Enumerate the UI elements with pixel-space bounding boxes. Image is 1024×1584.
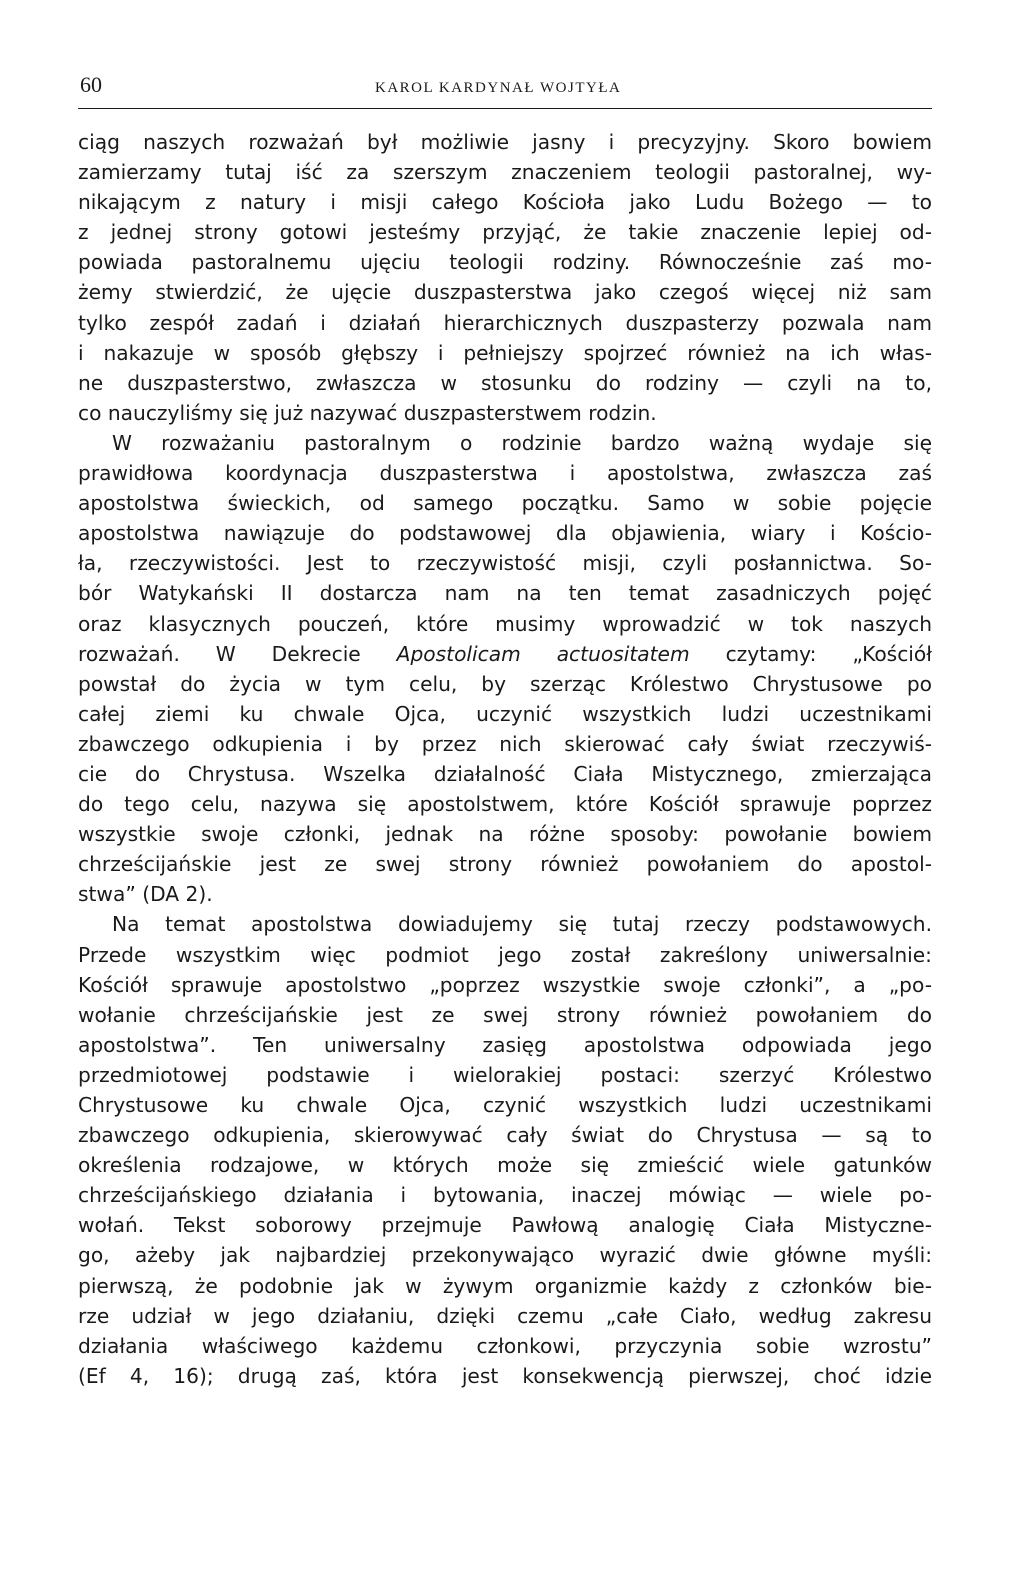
page-number: 60: [80, 72, 102, 97]
text-line: (Ef 4, 16); drugą zaś, która jest konsekwencją pierwszej, choć idzie: [78, 1363, 932, 1388]
text-fragment: rozważań. W Dekrecie: [78, 641, 397, 666]
text-line: Na temat apostolstwa dowiadujemy się tutaj rzeczy podstawowych.: [112, 912, 932, 937]
text-line: przedmiotowej podstawie i wielorakiej postaci: szerzyć Królestwo: [78, 1062, 932, 1087]
text-line: Kościół sprawuje apostolstwo „poprzez wszystkie swoje członki”, a „po-: [78, 972, 932, 997]
text-line: zbawczego odkupienia i by przez nich skierować cały świat rzeczywiś-: [78, 731, 932, 756]
text-line: prawidłowa koordynacja duszpasterstwa i apostolstwa, zwłaszcza zaś: [78, 461, 932, 486]
text-line: oraz klasycznych pouczeń, które musimy wprowadzić w tok naszych: [78, 611, 932, 636]
text-line: go, ażeby jak najbardziej przekonywająco wyrazić dwie główne myśli:: [78, 1243, 932, 1268]
text-line: apostolstwa”. Ten uniwersalny zasięg apostolstwa odpowiada jego: [78, 1032, 932, 1057]
text-line: apostolstwa nawiązuje do podstawowej dla objawienia, wiary i Kościo-: [78, 521, 932, 546]
decree-title: Apostolicam actuositatem: [396, 641, 690, 666]
text-line: działania właściwego każdemu członkowi, przyczynia sobie wzrostu”: [78, 1333, 932, 1358]
text-line: tylko zespół zadań i działań hierarchicznych duszpasterzy pozwala nam: [78, 310, 932, 335]
text-line: nikającym z natury i misji całego Kościoła jako Ludu Bożego — to: [78, 190, 932, 215]
text-line: określenia rodzajowe, w których może się zmieścić wiele gatunków: [78, 1153, 932, 1178]
text-line: chrześcijańskie jest ze swej strony również powołaniem do apostol-: [78, 852, 932, 877]
text-line: wołań. Tekst soborowy przejmuje Pawłową analogię Ciała Mistyczne-: [78, 1213, 932, 1238]
text-line: W rozważaniu pastoralnym o rodzinie bardzo ważną wydaje się: [112, 430, 932, 455]
text-line: z jednej strony gotowi jesteśmy przyjąć, że takie znaczenie lepiej od-: [78, 220, 932, 245]
paragraph-2: [78, 428, 932, 910]
text-line: zamierzamy tutaj iść za szerszym znaczeniem teologii pastoralnej, wy-: [78, 160, 932, 185]
text-fragment: czytamy: „Kościół: [689, 641, 932, 666]
running-title: KAROL KARDYNAŁ WOJTYŁA: [375, 80, 622, 96]
text-line: powiada pastoralnemu ujęciu teologii rodziny. Równocześnie zaś mo-: [78, 250, 932, 275]
text-line: ne duszpasterstwo, zwłaszcza w stosunku do rodziny — czyli na to,: [78, 370, 932, 395]
text-line-with-title: [78, 639, 932, 669]
text-line: wszystkie swoje członki, jednak na różne sposoby: powołanie bowiem: [78, 822, 932, 847]
text-line: chrześcijańskiego działania i bytowania, inaczej mówiąc — wiele po-: [78, 1183, 932, 1208]
text-line: co nauczyliśmy się już nazywać duszpasterstwem rodzin.: [78, 400, 657, 425]
paragraph-3: [78, 909, 932, 1391]
text-line: Chrystusowe ku chwale Ojca, czynić wszystkich ludzi uczestnikami: [78, 1093, 932, 1117]
text-line: żemy stwierdzić, że ujęcie duszpasterstwa jako czegoś więcej niż sam: [78, 280, 932, 305]
text-line: zbawczego odkupienia, skierowywać cały świat do Chrystusa — są to: [78, 1123, 932, 1148]
text-line: i nakazuje w sposób głębszy i pełniejszy spojrzeć również na ich włas-: [78, 340, 932, 365]
text-line: cie do Chrystusa. Wszelka działalność Ciała Mistycznego, zmierzająca: [78, 761, 932, 786]
body-text: [78, 127, 932, 1391]
text-line: ła, rzeczywistości. Jest to rzeczywistość misji, czyli posłannictwa. So-: [78, 551, 932, 576]
text-line: stwa” (DA 2).: [78, 882, 213, 907]
text-line: Przede wszystkim więc podmiot jego został zakreślony uniwersalnie:: [78, 942, 932, 967]
text-line: rze udział w jego działaniu, dzięki czemu „całe Ciało, według zakresu: [78, 1303, 932, 1328]
text-line: powstał do życia w tym celu, by szerząc Królestwo Chrystusowe po: [78, 671, 932, 696]
header-rule: [78, 108, 932, 109]
text-line: całej ziemi ku chwale Ojca, uczynić wszystkich ludzi uczestnikami: [78, 701, 932, 726]
running-head: [78, 72, 932, 98]
text-line: bór Watykański II dostarcza nam na ten temat zasadniczych pojęć: [78, 581, 932, 606]
paragraph-1: [78, 127, 932, 428]
text-line: ciąg naszych rozważań był możliwie jasny i precyzyjny. Skoro bowiem: [78, 130, 932, 154]
text-line: apostolstwa świeckich, od samego początku. Samo w sobie pojęcie: [78, 491, 932, 516]
text-line: do tego celu, nazywa się apostolstwem, które Kościół sprawuje poprzez: [78, 792, 932, 817]
text-line: wołanie chrześcijańskie jest ze swej strony również powołaniem do: [78, 1002, 932, 1027]
text-line: pierwszą, że podobnie jak w żywym organizmie każdy z członków bie-: [78, 1273, 932, 1298]
